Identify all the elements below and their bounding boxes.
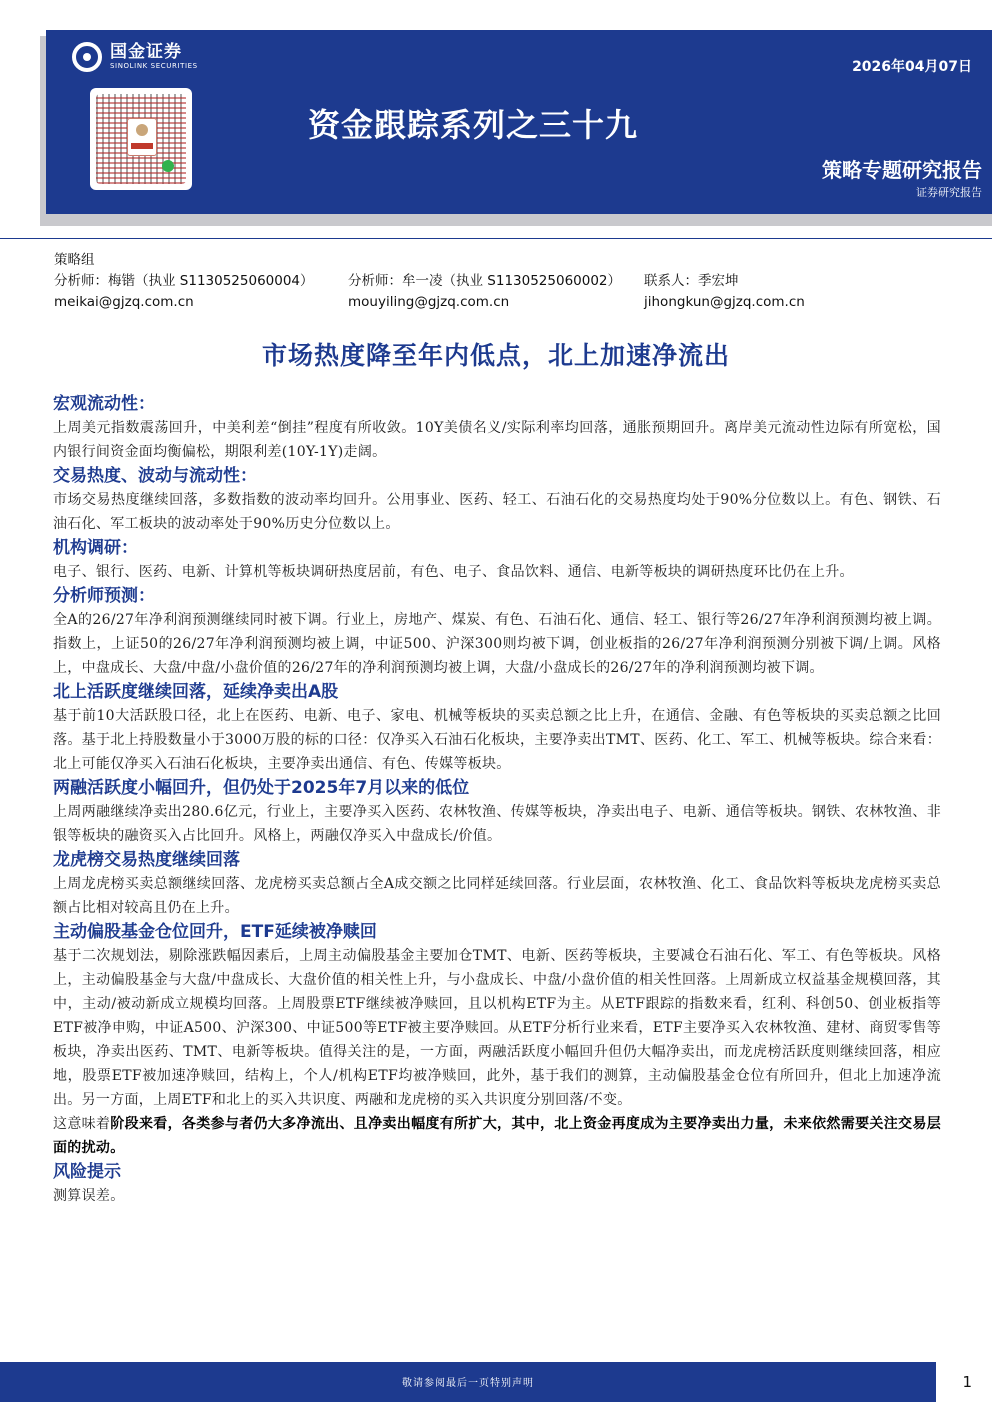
conclusion-bold: 阶段来看，各类参与者仍大多净流出、且净卖出幅度有所扩大，其中，北上资金再度成为主要净卖出力量，未来依然需要关注交易层面的扰动。 [53, 1116, 941, 1156]
section-trading-heat [53, 464, 941, 536]
section-text: 上周龙虎榜买卖总额继续回落、龙虎榜买卖总额占全A成交额之比同样延续回落。行业层面，农林牧渔、化工、食品饮料等板块龙虎榜买卖总额占比相对较高且仍在上升。 [53, 876, 941, 916]
report-date: 2026年04月07日 [852, 59, 972, 75]
report-headline: 市场热度降至年内低点，北上加速净流出 [261, 341, 730, 370]
company-logo [72, 42, 198, 72]
wechat-badge-icon [162, 160, 174, 172]
logo-mark-icon [72, 42, 102, 72]
footer-disclaimer: 敬请参阅最后一页特别声明 [402, 1378, 534, 1389]
section-risk [53, 1160, 941, 1208]
section-text: 基于二次规划法，剔除涨跌幅因素后，上周主动偏股基金主要加仓TMT、电新、医药等板块，主要减仓石油石化、军工、有色等板块。风格上，主动偏股基金与大盘/中盘成长、大盘价值的相关性上升，与小盘成长、中盘/小盘价值的相关性回落。上周新成立权益基金规模回落，其中，主动/被动新成立规模均回落。上周股票ETF继续被净赎回，且以机构ETF为主。从ETF跟踪的指数来看，红利、科创50、创业板指等ETF被净申购，中证A500、沪深300、中证500等ETF被主要净赎回。从ETF分析行业来看，ETF主要净买入农林牧渔、建材、商贸零售等板块，净卖出医药、TMT、电新等板块。值得关注的是，一方面，两融活跃度小幅回升但仍大幅净卖出，而龙虎榜活跃度则继续回落，相应地，股票ETF被加速净赎回，结构上，个人/机构ETF均被净赎回，此外，基于我们的测算，主动偏股基金仓位有所回升，但北上加速净流出。另一方面，上周ETF和北上的买入共识度、两融和龙虎榜的买入共识度分别回落/不变。 [53, 948, 941, 1108]
section-title: 龙虎榜交易热度继续回落 [53, 850, 240, 870]
report-body [53, 392, 941, 1208]
section-text: 上周两融继续净卖出280.6亿元，行业上，主要净买入医药、农林牧渔、传媒等板块，净卖出电子、电新、通信等板块。钢铁、农林牧渔、非银等板块的融资买入占比回升。风格上，两融仅净买入中盘成长/价值。 [53, 804, 941, 844]
analyst-2-email: mouyiling@gjzq.com.cn [348, 294, 510, 310]
analyst-2: 分析师：牟一凌（执业 S1130525060002） [348, 273, 622, 289]
analyst-block [54, 250, 954, 313]
section-text: 市场交易热度继续回落，多数指数的波动率均回升。公用事业、医药、轻工、石油石化的交易热度均处于90%分位数以上。有色、钢铁、石油石化、军工板块的波动率处于90%历史分位数以上。 [53, 492, 941, 532]
section-analyst-forecast [53, 584, 941, 680]
section-text: 全A的26/27年净利润预测继续同时被下调。行业上，房地产、煤炭、有色、石油石化、通信、轻工、银行等26/27年净利润预测均被上调。指数上，上证50的26/27年净利润预测均被上调，中证500、沪深300则均被下调，创业板指的26/27年净利润预测分别被下调/上调。风格上，中盘成长、大盘/中盘/小盘价值的26/27年的净利润预测均被上调，大盘/小盘成长的26/27年的净利润预测均被下调。 [53, 612, 941, 676]
report-type: 策略专题研究报告 [822, 158, 982, 182]
section-title: 分析师预测： [53, 586, 155, 606]
contact-email: jihongkun@gjzq.com.cn [644, 294, 805, 310]
section-title: 机构调研： [53, 538, 138, 558]
analyst-group: 策略组 [54, 252, 95, 268]
section-dragon-tiger [53, 848, 941, 920]
qr-center-emblem-icon [127, 118, 157, 156]
analyst-emails-row [54, 292, 954, 313]
section-title: 主动偏股基金仓位回升，ETF延续被净赎回 [53, 922, 377, 942]
section-text: 基于前10大活跃股口径，北上在医药、电新、电子、家电、机械等板块的买卖总额之比上升，在通信、金融、有色等板块的买卖总额之比回落。基于北上持股数量小于3000万股的标的口径：仅净买入石油石化板块，主要净卖出TMT、医药、化工、军工、机械等板块。综合来看：北上可能仅净买入石油石化板块，主要净卖出通信、有色、传媒等板块。 [53, 708, 941, 772]
section-title: 风险提示 [53, 1162, 121, 1182]
section-title: 宏观流动性： [53, 394, 155, 414]
page-number: 1 [962, 1373, 972, 1391]
section-macro-liquidity [53, 392, 941, 464]
analyst-names-row [54, 271, 954, 292]
section-northbound [53, 680, 941, 776]
conclusion-lead: 这意味着 [53, 1116, 111, 1132]
section-title: 北上活跃度继续回落，延续净卖出A股 [53, 682, 339, 702]
section-conclusion [53, 1112, 941, 1160]
section-title: 两融活跃度小幅回升，但仍处于2025年7月以来的低位 [53, 778, 470, 798]
analyst-1-email: meikai@gjzq.com.cn [54, 294, 194, 310]
qr-code [90, 88, 192, 190]
section-margin-trading [53, 776, 941, 848]
contact-person: 联系人：季宏坤 [644, 273, 739, 289]
section-institutional-research [53, 536, 941, 584]
logo-name-cn: 国金证券 [110, 42, 182, 62]
section-text: 测算误差。 [53, 1188, 125, 1204]
section-active-funds [53, 920, 941, 1160]
section-title: 交易热度、波动与流动性： [53, 466, 257, 486]
section-text: 上周美元指数震荡回升，中美利差“倒挂”程度有所收敛。10Y美债名义/实际利率均回落，通胀预期回升。离岸美元流动性边际有所宽松，国内银行间资金面均衡偏松，期限利差(10Y-1Y)走阔。 [53, 420, 941, 460]
section-text: 电子、银行、医药、电新、计算机等板块调研热度居前，有色、电子、食品饮料、通信、电新等板块的调研热度环比仍在上升。 [53, 564, 854, 580]
logo-name-en: SINOLINK SECURITIES [110, 62, 198, 70]
qr-code-pattern [96, 94, 186, 184]
report-title: 资金跟踪系列之三十九 [308, 106, 639, 144]
analyst-1: 分析师：梅锴（执业 S1130525060004） [54, 273, 314, 289]
report-subtype: 证券研究报告 [916, 186, 982, 199]
header-divider [0, 238, 992, 239]
